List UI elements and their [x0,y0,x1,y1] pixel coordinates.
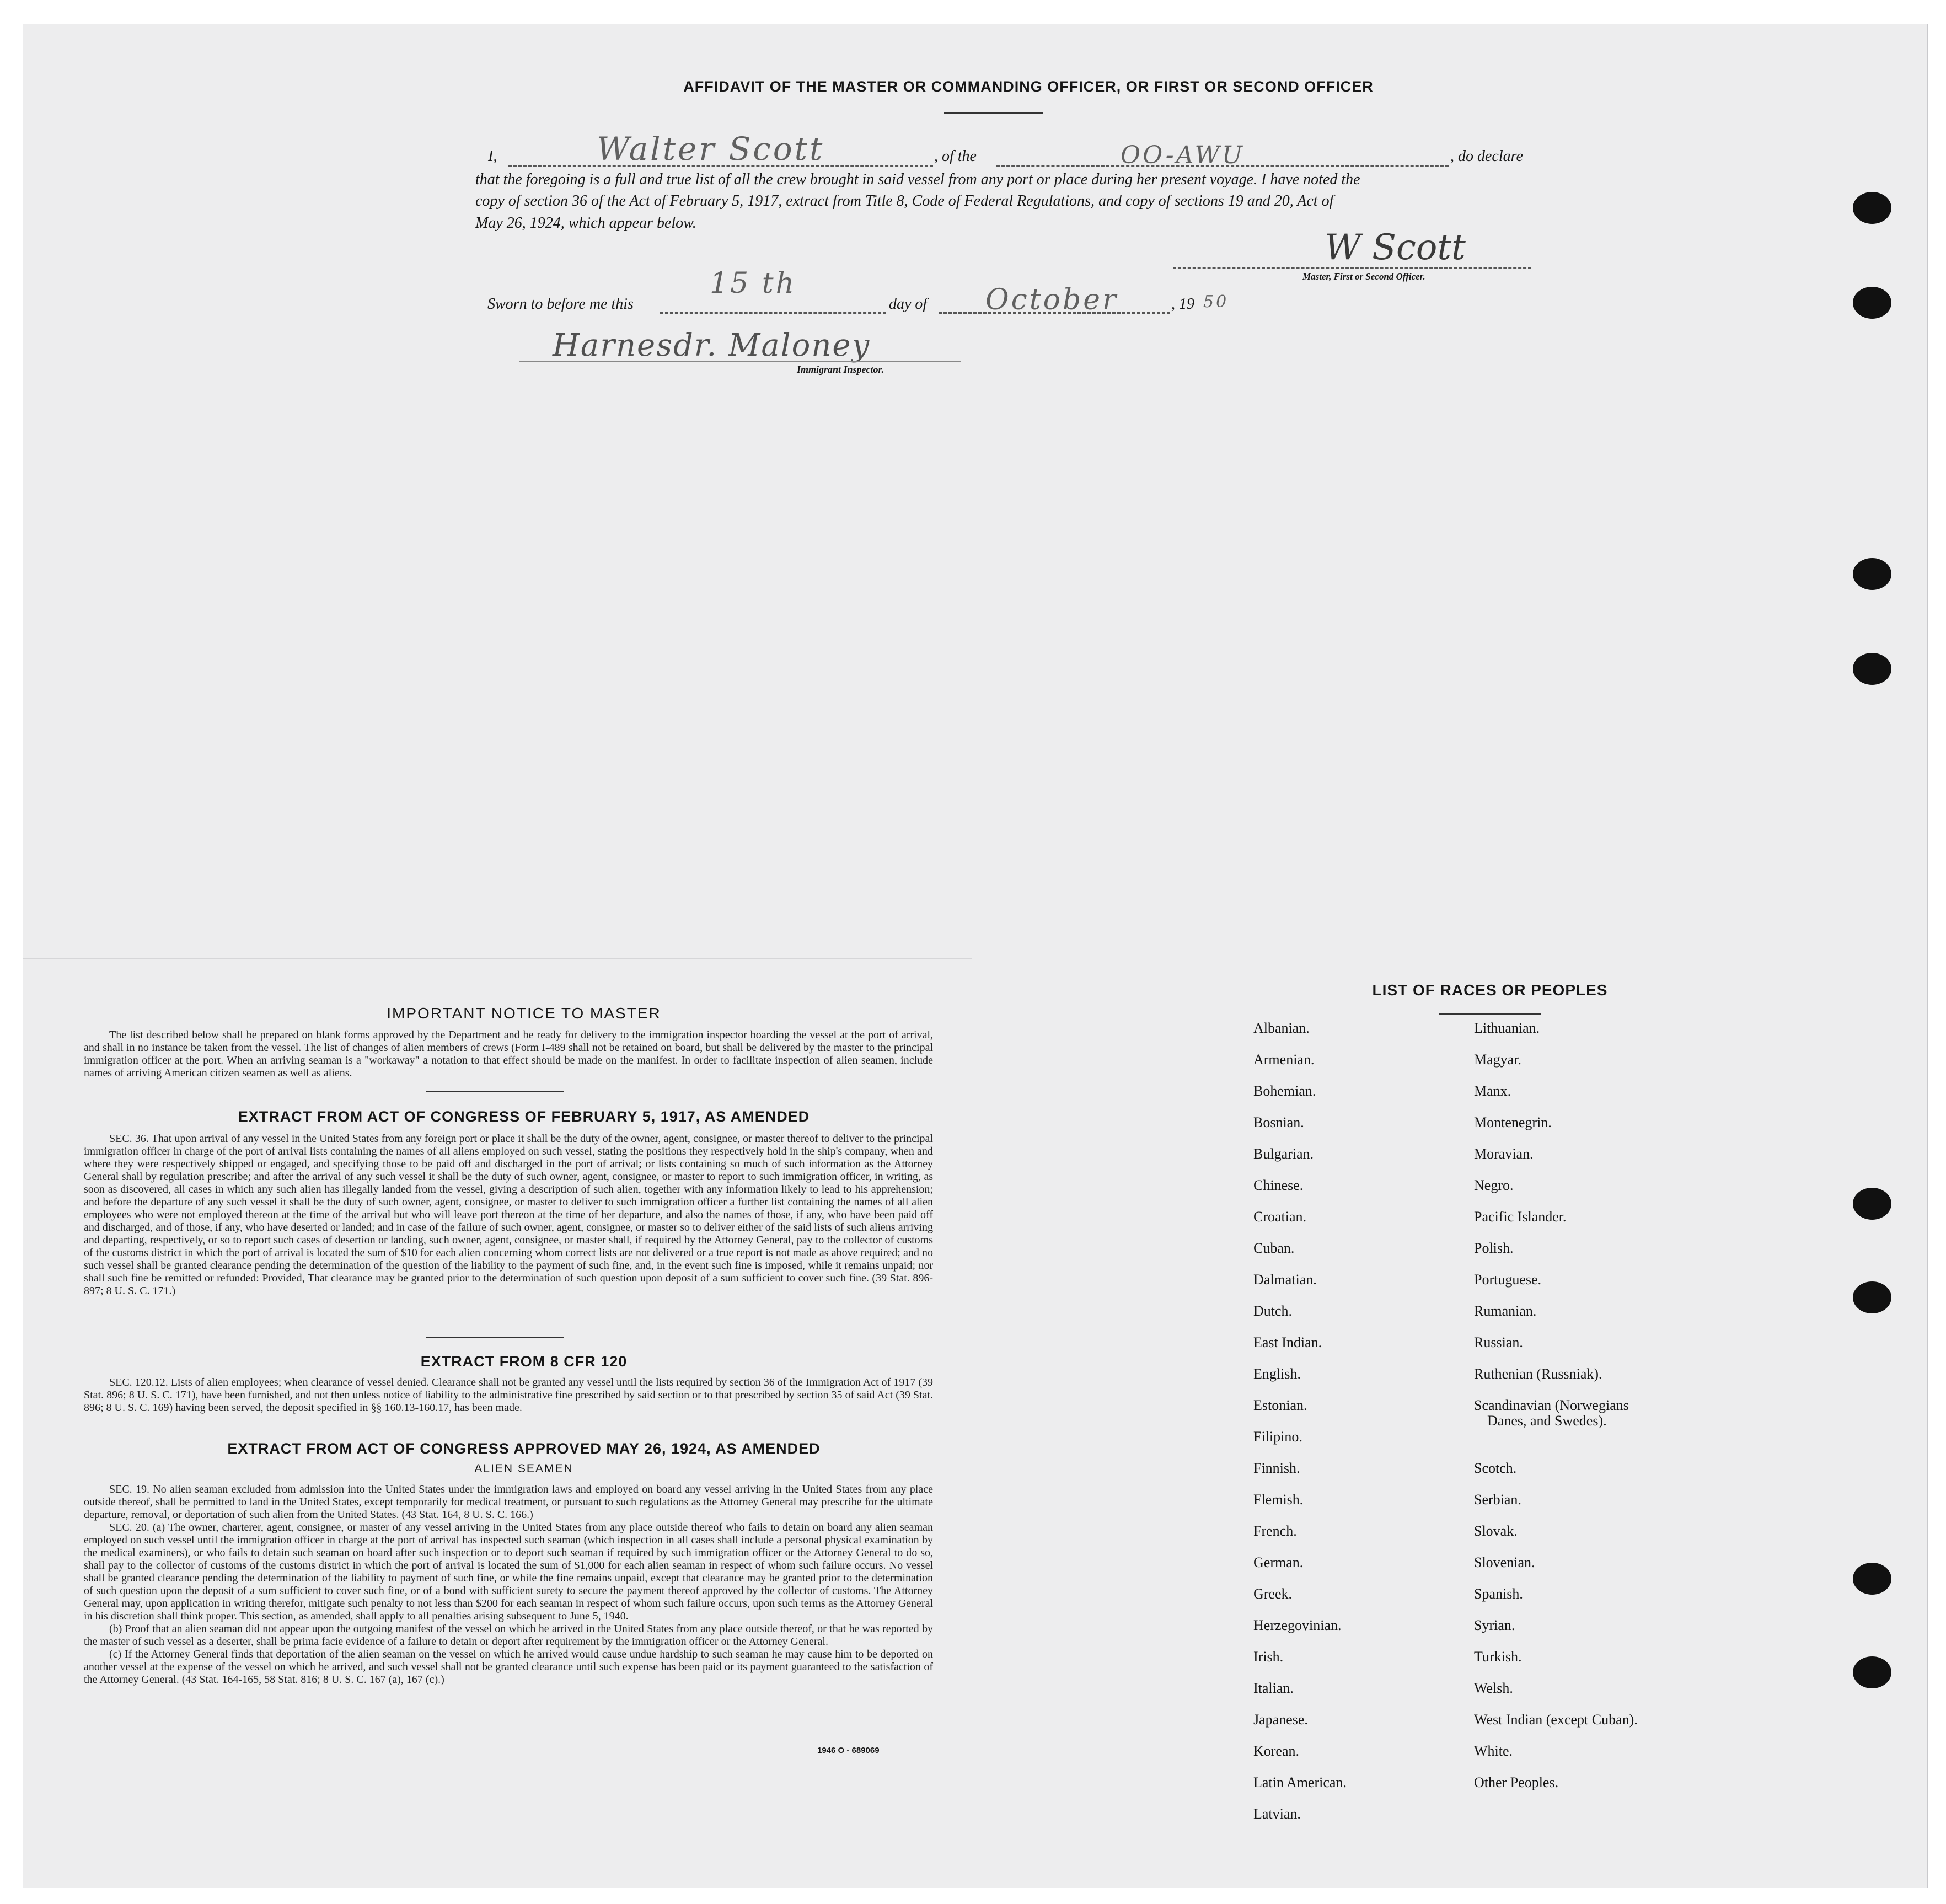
title-rule [944,112,1043,114]
notice-paragraph: The list described below shall be prepared on blank forms approved by the Department and be ready for delivery to the immigration inspector boarding the vessel at the port of arrival, and shall in no instance be taken from the vessel. The list of changes of alien members of crews (Form I-489 shall not be retained on board, but shall be delivered by the master to the principal immigration officer at the port. When an arriving seaman is a "workaway" a notation to that effect should be made on the manifest. In order to facilitate inspection of alien seamen, include names of arriving American citizen seamen as well as aliens. [84,1029,933,1079]
section-rule [426,1337,564,1338]
alien-seamen-subtitle: ALIEN SEAMEN [474,1462,573,1475]
notice-body [84,1029,933,1080]
print-code: 1946 O - 689069 [817,1746,880,1755]
race-item: Greek. [1253,1586,1293,1602]
race-item: White. [1474,1743,1513,1759]
race-item: Slovenian. [1474,1554,1535,1570]
race-item: Manx. [1474,1083,1511,1099]
race-item: Polish. [1474,1240,1514,1256]
race-item: Japanese. [1253,1712,1308,1728]
affidavit-i: I, [488,148,497,165]
affidavit-line-4: May 26, 1924, which appear below. [475,214,696,232]
race-item: Finnish. [1253,1460,1300,1476]
race-item: Magyar. [1474,1052,1521,1068]
inspector-line [519,361,961,362]
race-item: Danes, and Swedes). [1487,1413,1607,1429]
section-20c-paragraph: (c) If the Attorney General finds that deportation of the alien seaman on the vessel on which he arrived would cause undue hardship to such seaman he may cause him to be deported on another vessel at the expense of the vessel on which he arrived, and such vessel shall not be granted clearance until such expense has been paid or its payment guaranteed to the satisfaction of the Attorney General. (43 Stat. 164-165, 58 Stat. 816; 8 U. S. C. 167 (a), 167 (c).) [84,1648,933,1686]
punch-hole [1853,1188,1891,1220]
race-item: Latin American. [1253,1774,1347,1790]
section-36-paragraph: SEC. 36. That upon arrival of any vessel in the United States from any foreign port or place it shall be the duty of the owner, agent, consignee, or master thereof to deliver to the principal immigration officer in charge of the port of arrival lists containing the names of all aliens employed on such vessel, stating the positions they respectively hold in the ship's company, when and where they were respectively shipped or engaged, and specifying those to be paid off and discharged in the port of arrival; or lists containing so much of such information as the Attorney General shall by regulation prescribe; and after the arrival of any such vessel it shall be the duty of such owner, agent, consignee, or master to report to such immigration officer, in writing, as soon as discovered, all cases in which any such alien has illegally landed from the vessel, giving a description of such alien, together with any information likely to lead to his apprehension; and before the departure of any such vessel it shall be the duty of such owner, agent, consignee, or master to deliver to such immigration officer a further list containing the names of all alien employees who were not employed thereon at the time of the arrival but who will leave port thereon at the time of her departure, and also the names of those, if any, who have been paid off and discharged, and of those, if any, who have deserted or landed; and in case of the failure of such owner, agent, consignee, or master so to deliver either of the said lists of such aliens arriving and departing, respectively, or so to report such cases of desertion or landing, such owner, agent, consignee, or master shall, if required by the Attorney General, pay to the collector of customs of the customs district in which the port of arrival is located the sum of $10 for each alien concerning whom correct lists are not delivered or a true report is not made as above required; and no such vessel shall be granted clearance pending the determination of the question of the liability to the payment of such fine, and, in the event such fine is imposed, while it remains unpaid; nor shall such fine be remitted or refunded: Provided, That clearance may be granted prior to the determination of such question upon deposit of a sum sufficient to cover such fine. (39 Stat. 896-897; 8 U. S. C. 171.) [84,1133,933,1297]
race-item: Negro. [1474,1177,1514,1193]
affidavit-line-2: that the foregoing is a full and true list of all the crew brought in said vessel from any port or place during her present voyage. I have noted the [475,171,1360,188]
master-signature-line [1173,267,1531,269]
race-item: Armenian. [1253,1052,1315,1068]
race-item: Chinese. [1253,1177,1304,1193]
section-20a-paragraph: SEC. 20. (a) The owner, charterer, agent, consignee, or master of any vessel arriving in the United States from any place outside thereof who fails to detain on board any alien seaman employed on such vessel until the immigration officer in charge at the port of arrival has inspected such seaman (which inspection in all cases shall include a personal physical examination by the medical examiners), or who fails to detain such seaman on board after such inspection or to deport such seaman if required by such immigration officer or the Attorney General to do so, shall pay to the collector of customs of the customs district in which the port of arrival is located the sum of $1,000 for each alien seaman in respect of whom such failure occurs. No vessel shall be granted clearance pending the determination of the liability to payment of such fine, or while the fine remains unpaid, except that clearance may be granted prior to the determination of such question upon the deposit of a sum sufficient to cover such fine, or of a bond with sufficient surety to secure the payment thereof approved by the collector of customs. The Attorney General may, upon application in writing therefor, mitigate such penalty to not less than $200 for each seaman in respect of whom such failure occurs, upon such terms as the Attorney General in his discretion shall think proper. This section, as amended, shall apply to all penalties arising subsequent to June 5, 1940. [84,1521,933,1622]
of-the-label: , of the [934,148,977,165]
punch-hole [1853,558,1891,590]
handwritten-year: 50 [1203,292,1229,312]
handwritten-inspector-signature: Harnesdr. Maloney [553,328,871,363]
do-declare-label: , do declare [1450,148,1523,165]
race-item: English. [1253,1366,1301,1382]
year-prefix-label: , 19 [1171,296,1194,313]
race-item: Bosnian. [1253,1114,1304,1130]
race-item: Dalmatian. [1253,1272,1317,1288]
master-caption: Master, First or Second Officer. [1302,271,1425,282]
day-line [660,312,886,314]
extract-1917-title: EXTRACT FROM ACT OF CONGRESS OF FEBRUARY 5, 1917, AS AMENDED [238,1108,810,1125]
handwritten-master-signature: W Scott [1325,227,1466,268]
race-item: Dutch. [1253,1303,1293,1319]
race-item: Other Peoples. [1474,1774,1559,1790]
race-item: Slovak. [1474,1523,1518,1539]
race-item: Syrian. [1474,1617,1515,1633]
race-item: Scotch. [1474,1460,1517,1476]
races-title: LIST OF RACES OR PEOPLES [1372,982,1608,999]
race-item: Turkish. [1474,1649,1522,1665]
extract-1924-title: EXTRACT FROM ACT OF CONGRESS APPROVED MAY 26, 1924, AS AMENDED [227,1440,821,1457]
race-item: Portuguese. [1474,1272,1542,1288]
race-item: Russian. [1474,1334,1523,1350]
punch-hole [1853,192,1891,224]
race-item: Flemish. [1253,1492,1304,1508]
punch-hole [1853,287,1891,319]
handwritten-month: October [985,283,1118,317]
race-item: Irish. [1253,1649,1284,1665]
section-120-paragraph: SEC. 120.12. Lists of alien employees; when clearance of vessel denied. Clearance shall not be granted any vessel until the lists required by section 36 of the Immigration Act of 1917 (39 Stat. 896; 8 U. S. C. 171), have been furnished, and not then unless notice of liability to the administrative fine prescribed by said section or to that prescribed by section 35 of said Act (39 Stat. 896; 8 U. S. C. 169) having been served, the deposit specified in §§ 160.13-160.17, has been made. [84,1376,933,1414]
punch-hole [1853,1656,1891,1688]
race-item: Filipino. [1253,1429,1302,1445]
race-item: Bohemian. [1253,1083,1316,1099]
race-item: Herzegovinian. [1253,1617,1342,1633]
extract-1917-body [84,1133,933,1297]
race-item: Albanian. [1253,1020,1310,1036]
race-item: Estonian. [1253,1397,1307,1413]
race-item: Moravian. [1474,1146,1534,1162]
handwritten-day: 15 th [710,267,797,300]
race-item: Latvian. [1253,1806,1301,1822]
race-item: Cuban. [1253,1240,1295,1256]
race-item: Montenegrin. [1474,1114,1552,1130]
document-sheet [23,24,1928,1888]
notice-title: IMPORTANT NOTICE TO MASTER [387,1005,661,1022]
affidavit-line-3: copy of section 36 of the Act of February 5, 1917, extract from Title 8, Code of Federal Regulations, and copy of sections 19 and 20, Act of [475,192,1334,210]
race-item: Croatian. [1253,1209,1307,1225]
race-item: Spanish. [1474,1586,1523,1602]
race-item: East Indian. [1253,1334,1322,1350]
section-rule [426,1091,564,1092]
section-19-paragraph: SEC. 19. No alien seaman excluded from admission into the United States under the immigration laws and employed on board any vessel arriving in the United States from any place outside thereof, shall be permitted to land in the United States, except temporarily for medical treatment, or pursuant to such regulations as the Attorney General may prescribe for the ultimate departure, removal, or deportation of such alien from the United States. (43 Stat. 164, 8 U. S. C. 166.) [84,1483,933,1521]
punch-hole [1853,1563,1891,1595]
punch-hole [1853,653,1891,685]
affidavit-title: AFFIDAVIT OF THE MASTER OR COMMANDING OFFICER, OR FIRST OR SECOND OFFICER [683,78,1374,95]
race-item: German. [1253,1554,1304,1570]
race-item: Bulgarian. [1253,1146,1314,1162]
day-of-label: day of [889,296,928,313]
race-item: Lithuanian. [1474,1020,1540,1036]
sworn-label: Sworn to before me this [487,296,634,313]
handwritten-master-name: Walter Scott [597,130,825,168]
extract-8cfr-body [84,1376,933,1414]
punch-hole [1853,1281,1891,1313]
race-item: French. [1253,1523,1297,1539]
inspector-caption: Immigrant Inspector. [797,364,884,375]
race-item: Ruthenian (Russniak). [1474,1366,1602,1382]
race-item: Welsh. [1474,1680,1513,1696]
races-title-rule [1439,1013,1541,1015]
race-item: Rumanian. [1474,1303,1537,1319]
section-20b-paragraph: (b) Proof that an alien seaman did not appear upon the outgoing manifest of the vessel on which he arrived in the United States from any place outside thereof, or that he was reported by the master of such vessel as a deserter, shall be prima facie evidence of a failure to detain or deport after requirement by the immigration officer or the Attorney General. [84,1623,933,1648]
race-item: Pacific Islander. [1474,1209,1567,1225]
race-item: Serbian. [1474,1492,1521,1508]
handwritten-vessel: OO-AWU [1121,141,1245,169]
fold-line [23,958,972,959]
race-item: West Indian (except Cuban). [1474,1712,1638,1728]
extract-8cfr-title: EXTRACT FROM 8 CFR 120 [420,1353,628,1370]
race-item: Scandinavian (Norwegians [1474,1397,1629,1413]
extract-1924-body [84,1483,933,1686]
race-item: Italian. [1253,1680,1294,1696]
race-item: Korean. [1253,1743,1300,1759]
